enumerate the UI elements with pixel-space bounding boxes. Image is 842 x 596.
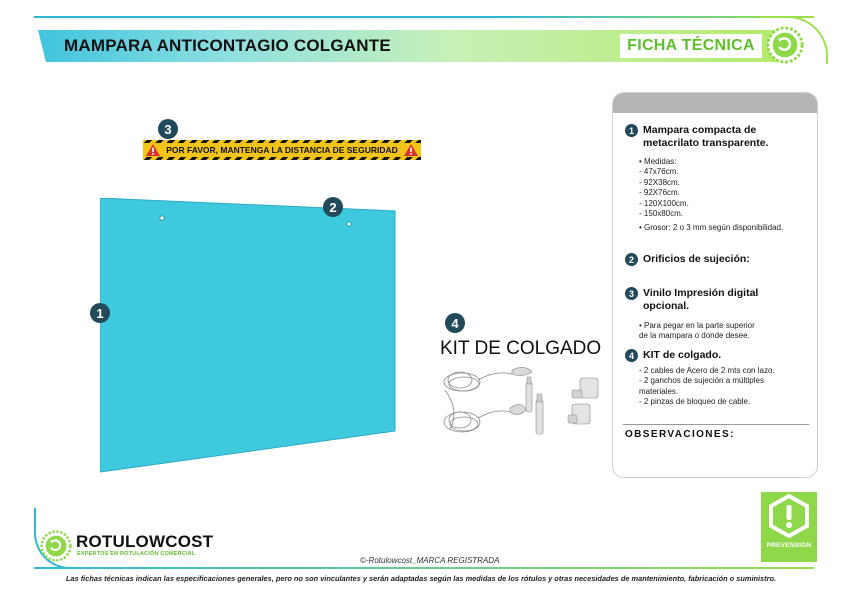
brand-tagline: EXPERTOS EN ROTULACIÓN COMERCIAL (77, 551, 196, 557)
section-3-number: 3 (625, 287, 638, 300)
list-item: - 150x80cm. (639, 209, 684, 219)
list-item: • Grosor: 2 o 3 mm según disponibilidad. (639, 223, 784, 233)
warning-icon (146, 144, 160, 156)
list-item: • Medidas: (639, 157, 677, 166)
ficha-tecnica-label: FICHA TÉCNICA (620, 34, 762, 58)
page-title: MAMPARA ANTICONTAGIO COLGANTE (64, 36, 391, 55)
rotulowcost-logo-icon (40, 530, 72, 562)
technical-sheet-panel (612, 92, 818, 478)
rotulowcost-gear-logo-icon (766, 26, 804, 64)
list-item: - 2 cables de Acero de 2 mts con lazo. (639, 366, 775, 375)
section-3-list (639, 321, 755, 342)
section-4-number: 4 (625, 349, 638, 362)
frame-top-line (34, 16, 814, 18)
safety-distance-banner (143, 140, 421, 160)
disclaimer: Las fichas técnicas indican las especificaciones generales, pero no son vinculantes y serán adaptadas según las medidas de los rótulos y otras necesidades de mantenimiento, fabricación o suministro. (65, 574, 777, 583)
warning-icon (404, 144, 418, 156)
list-item: - 120X100cm. (639, 198, 689, 208)
section-2-number: 2 (625, 253, 638, 266)
section-1-heading-line: Mampara compacta de (643, 124, 757, 136)
section-1-heading-line: metacrilato transparente. (643, 137, 769, 149)
section-3-heading-line: Vinilo Impresión digital (643, 287, 759, 299)
brand-name: ROTULOWCOST (76, 532, 214, 551)
hanging-hole-left (160, 216, 164, 220)
marker-4: 4 (445, 313, 465, 333)
kit-title: KIT DE COLGADO (440, 338, 602, 359)
hanging-kit-illustration (440, 360, 610, 450)
observaciones-label: OBSERVACIONES: (625, 429, 735, 440)
prevensign-badge (761, 492, 817, 562)
section-1-list (639, 157, 783, 234)
observaciones-divider (623, 424, 809, 425)
section-2-heading-line: Orificios de sujeción: (643, 253, 750, 265)
banner-body (143, 143, 421, 157)
copyright-notice: ©-Rotulowcost_MARCA REGISTRADA (360, 556, 500, 565)
section-1-heading (643, 124, 768, 150)
banner-stripes-bottom (143, 157, 421, 160)
list-item: materiales. (639, 386, 679, 396)
list-item: - 92X38cm. (639, 177, 680, 187)
hanging-hole-right (347, 222, 351, 226)
list-item: - 92X76cm. (639, 188, 680, 198)
prevensign-warning-icon (765, 492, 813, 540)
list-item: - 2 ganchos de sujeción a múltiples (639, 376, 764, 386)
section-3-heading (643, 287, 758, 313)
marker-1: 1 (90, 303, 110, 323)
list-item: - 47x76cm. (639, 167, 679, 177)
marker-3: 3 (158, 119, 178, 139)
section-4-list (639, 366, 775, 408)
section-4-heading-line: KIT de colgado. (643, 349, 722, 361)
list-item: de la mampara o donde desee. (639, 331, 750, 341)
section-1-number: 1 (625, 124, 638, 137)
frame-bottom-line (34, 567, 814, 569)
list-item: - 2 pinzas de bloqueo de cable. (639, 397, 751, 407)
marker-2: 2 (323, 197, 343, 217)
technical-sheet-header (613, 93, 817, 113)
section-2-heading (643, 253, 750, 266)
list-item: • Para pegar en la parte superior (639, 321, 755, 330)
section-4-heading (643, 349, 721, 362)
banner-text: POR FAVOR, MANTENGA LA DISTANCIA DE SEGURIDAD (166, 145, 398, 155)
prevensign-label: PREVENSIGN (766, 542, 812, 549)
acrylic-screen-panel (100, 198, 400, 474)
section-3-heading-line: opcional. (643, 300, 690, 312)
